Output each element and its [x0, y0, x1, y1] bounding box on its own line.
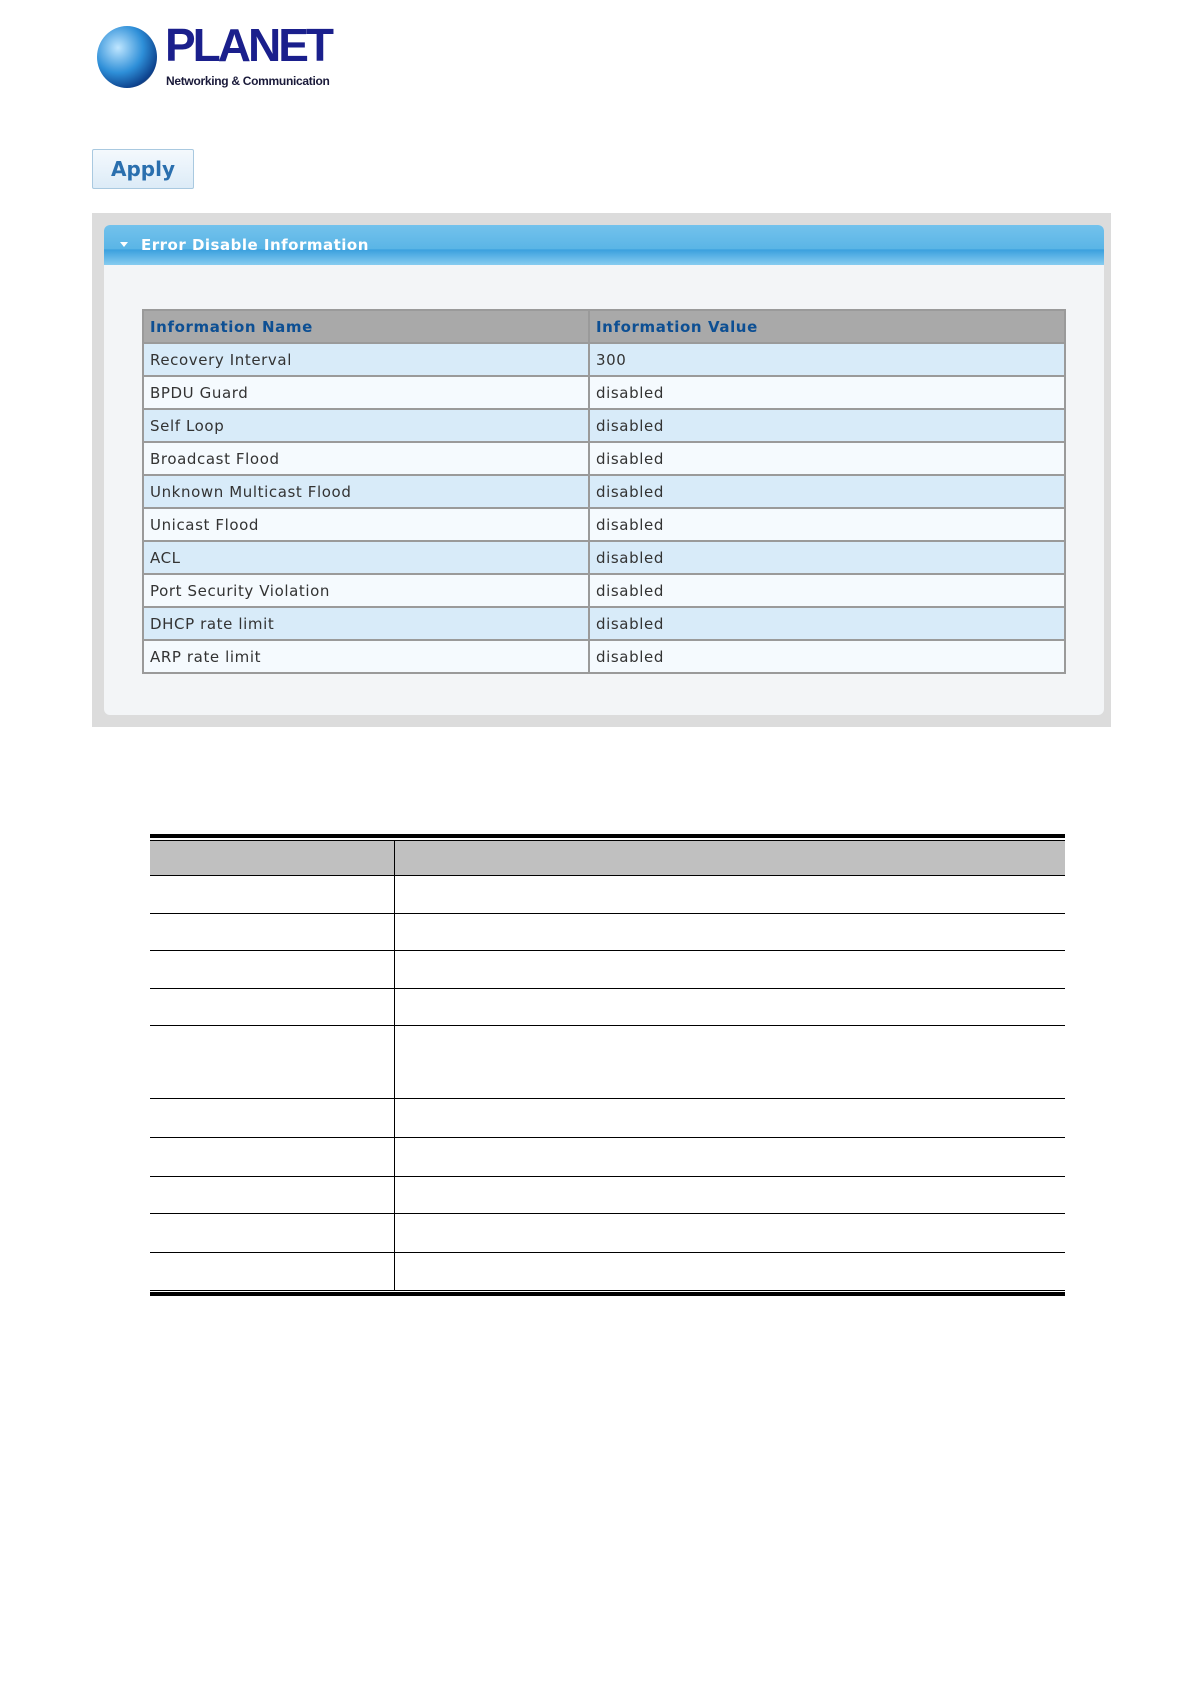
table-top-border [150, 834, 1065, 838]
table-row [143, 475, 1065, 508]
row-divider [150, 913, 1065, 914]
table-row [143, 541, 1065, 574]
globe-icon [97, 26, 157, 88]
info-name: Recovery Interval [143, 343, 589, 376]
table-row [143, 409, 1065, 442]
info-value: disabled [589, 475, 1065, 508]
panel-title: Error Disable Information [141, 236, 369, 254]
info-name: BPDU Guard [143, 376, 589, 409]
row-divider [150, 988, 1065, 989]
panel-body [104, 225, 1104, 715]
table-row [143, 607, 1065, 640]
info-name: ACL [143, 541, 589, 574]
column-header-name: Information Name [143, 310, 589, 343]
table-header-row [143, 310, 1065, 343]
row-divider [150, 950, 1065, 951]
info-name: DHCP rate limit [143, 607, 589, 640]
row-divider [150, 1025, 1065, 1026]
column-header-value: Information Value [589, 310, 1065, 343]
collapse-triangle-icon[interactable] [120, 242, 128, 247]
planet-logo [97, 19, 357, 92]
info-name: Self Loop [143, 409, 589, 442]
table-row [143, 574, 1065, 607]
table-row [143, 343, 1065, 376]
info-value: disabled [589, 607, 1065, 640]
info-value: disabled [589, 640, 1065, 673]
logo-tagline: Networking & Communication [166, 74, 330, 88]
info-value: disabled [589, 409, 1065, 442]
table-row [143, 376, 1065, 409]
error-disable-panel [92, 213, 1111, 727]
row-divider [150, 1213, 1065, 1214]
table-row [143, 442, 1065, 475]
row-divider [150, 1176, 1065, 1177]
row-divider [150, 1098, 1065, 1099]
row-divider [150, 875, 1065, 876]
table-row [143, 508, 1065, 541]
info-name: Broadcast Flood [143, 442, 589, 475]
row-divider [150, 1252, 1065, 1253]
table-row [143, 640, 1065, 673]
row-divider [150, 1137, 1065, 1138]
info-value: disabled [589, 442, 1065, 475]
table-bottom-border [150, 1292, 1065, 1296]
logo-brand: PLANET [165, 19, 331, 71]
info-value: disabled [589, 574, 1065, 607]
info-value: 300 [589, 343, 1065, 376]
info-name: Unicast Flood [143, 508, 589, 541]
panel-header[interactable] [104, 225, 1104, 265]
table-bottom-border-thin [150, 1290, 1065, 1291]
info-value: disabled [589, 541, 1065, 574]
description-table-header [150, 841, 1065, 876]
info-name: Unknown Multicast Flood [143, 475, 589, 508]
apply-button[interactable]: Apply [92, 149, 194, 189]
column-divider [394, 841, 395, 1290]
description-table [150, 834, 1065, 1296]
info-name: ARP rate limit [143, 640, 589, 673]
info-table [142, 309, 1066, 674]
info-name: Port Security Violation [143, 574, 589, 607]
info-value: disabled [589, 376, 1065, 409]
info-value: disabled [589, 508, 1065, 541]
